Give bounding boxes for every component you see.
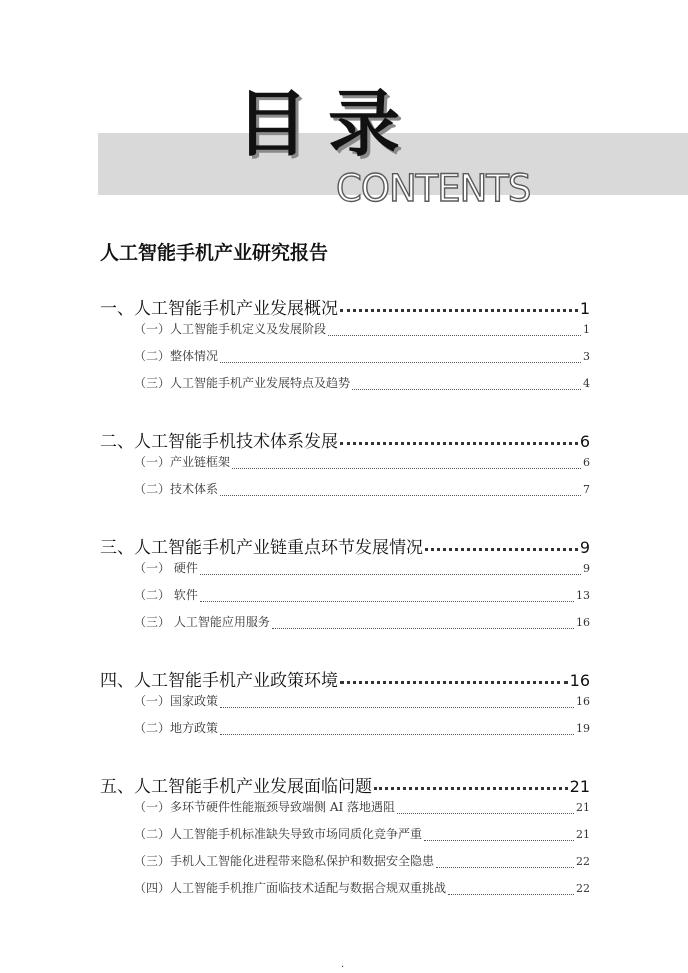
toc-chapter-title: 四、人工智能手机产业政策环境 (100, 671, 338, 691)
toc-subsection-entry[interactable] (100, 852, 590, 879)
toc-chapter-entry[interactable] (100, 533, 590, 559)
toc-subsection-title: （二）技术体系 (134, 482, 219, 496)
leader-dots (328, 335, 581, 336)
toc-chapter-title: 二、人工智能手机技术体系发展 (100, 432, 338, 452)
leader-dots (272, 628, 574, 629)
leader-dots (340, 309, 578, 312)
leader-dots (200, 601, 574, 602)
toc-chapter-title: 三、人工智能手机产业链重点环节发展情况 (100, 538, 423, 558)
leader-dots (425, 548, 578, 551)
toc-chapter-page: 9 (579, 538, 590, 557)
toc-subsection-page: 22 (576, 855, 590, 868)
toc-chapter-page: 1 (579, 299, 590, 318)
toc-subsection-title: （一）人工智能手机定义及发展阶段 (134, 322, 327, 336)
toc-subsection-page: 16 (576, 616, 590, 629)
toc-subsection-entry[interactable] (100, 320, 590, 347)
toc-subsection-entry[interactable] (100, 480, 590, 507)
leader-dots (200, 574, 581, 575)
toc-subsection-title: （一）多环节硬件性能瓶颈导致端侧 AI 落地遇阻 (134, 800, 396, 814)
toc-chapter-entry[interactable] (100, 427, 590, 453)
toc-subsection-page: 13 (576, 589, 590, 602)
page-subtitle-en: CONTENTS (336, 167, 531, 210)
toc-subsection-entry[interactable] (100, 559, 590, 586)
toc-subsection-entry[interactable] (100, 453, 590, 480)
toc-chapter-title: 五、人工智能手机产业发展面临问题 (100, 777, 372, 797)
leader-dots (232, 468, 581, 469)
toc-subsection-entry[interactable] (100, 879, 590, 906)
toc-subsection-page: 16 (576, 695, 590, 708)
toc-section (100, 666, 590, 746)
toc-section (100, 294, 590, 401)
leader-dots (352, 389, 581, 390)
toc-subsection-title: （三） 人工智能应用服务 (134, 615, 270, 629)
toc-chapter-page: 21 (569, 777, 590, 796)
toc-subsection-entry[interactable] (100, 374, 590, 401)
toc-subsection-title: （二） 软件 (134, 588, 198, 602)
toc-subsection-title: （二）整体情况 (134, 349, 219, 363)
leader-dots (374, 787, 568, 790)
leader-dots (436, 867, 574, 868)
leader-dots (220, 495, 581, 496)
toc-section (100, 427, 590, 507)
toc-subsection-entry[interactable] (100, 613, 590, 640)
toc-subsection-page: 22 (576, 882, 590, 895)
toc-subsection-page: 21 (576, 828, 590, 841)
toc-section (100, 772, 590, 906)
leader-dots (424, 840, 574, 841)
toc-chapter-entry[interactable] (100, 666, 590, 692)
toc-subsection-entry[interactable] (100, 719, 590, 746)
toc-chapter-page: 16 (569, 671, 590, 690)
toc-subsection-title: （四）人工智能手机推广面临技术适配与数据合规双重挑战 (134, 881, 447, 895)
toc-chapter-entry[interactable] (100, 294, 590, 320)
toc-subsection-page: 3 (583, 350, 590, 363)
toc-subsection-title: （二）地方政策 (134, 721, 219, 735)
report-title: 人工智能手机产业研究报告 (100, 242, 329, 264)
toc-subsection-page: 4 (583, 377, 590, 390)
leader-dots (397, 813, 574, 814)
toc-section (100, 533, 590, 640)
page-title: 目录 (236, 82, 421, 166)
toc-subsection-page: 6 (583, 456, 590, 469)
leader-dots (340, 442, 578, 445)
toc-chapter-title: 一、人工智能手机产业发展概况 (100, 299, 338, 319)
toc-subsection-title: （三）手机人工智能化进程带来隐私保护和数据安全隐患 (134, 854, 435, 868)
leader-dots (340, 681, 568, 684)
toc-subsection-page: 7 (583, 483, 590, 496)
toc-subsection-entry[interactable] (100, 586, 590, 613)
toc-subsection-title: （一）国家政策 (134, 694, 219, 708)
toc-chapter-entry[interactable] (100, 772, 590, 798)
toc-subsection-entry[interactable] (100, 347, 590, 374)
toc-chapter-page: 6 (579, 432, 590, 451)
toc-subsection-title: （三）人工智能手机产业发展特点及趋势 (134, 376, 351, 390)
toc-subsection-entry[interactable] (100, 692, 590, 719)
page-footer-mark: · (341, 962, 345, 973)
leader-dots (220, 734, 574, 735)
toc-subsection-page: 21 (576, 801, 590, 814)
toc-subsection-page: 1 (583, 323, 590, 336)
leader-dots (220, 707, 574, 708)
toc-subsection-page: 9 (583, 562, 590, 575)
toc-subsection-title: （一）产业链框架 (134, 455, 231, 469)
toc-subsection-page: 19 (576, 722, 590, 735)
toc-subsection-entry[interactable] (100, 798, 590, 825)
toc-subsection-title: （二）人工智能手机标准缺失导致市场同质化竞争严重 (134, 827, 423, 841)
leader-dots (448, 894, 574, 895)
toc-subsection-entry[interactable] (100, 825, 590, 852)
leader-dots (220, 362, 581, 363)
toc-subsection-title: （一） 硬件 (134, 561, 198, 575)
